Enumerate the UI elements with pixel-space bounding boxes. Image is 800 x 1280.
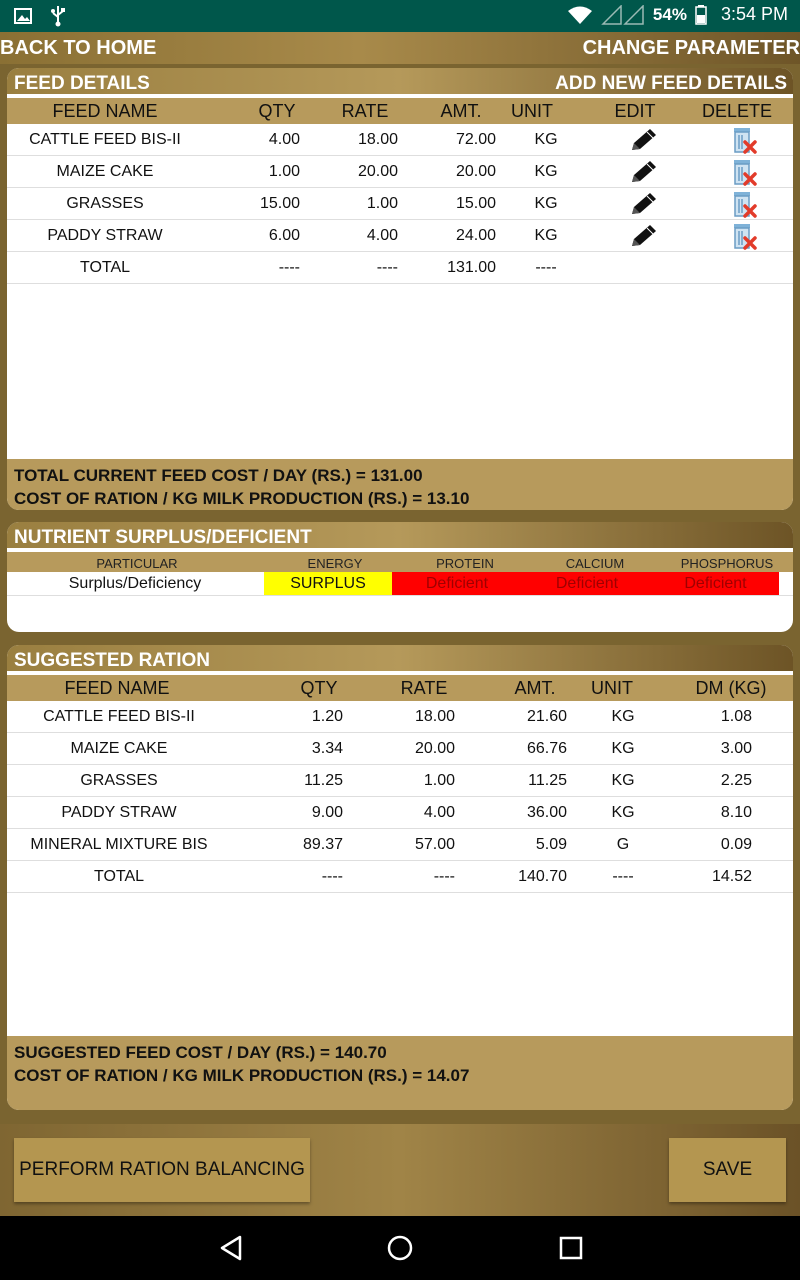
- nutrient-header: [7, 522, 793, 552]
- suggested-unit: KG: [611, 772, 635, 789]
- total-rate: ----: [376, 259, 398, 276]
- total-amt: 140.70: [518, 868, 567, 885]
- suggested-ration-header: [7, 645, 793, 675]
- suggested-amt: 5.09: [535, 836, 567, 853]
- feed-details-title: FEED DETAILS: [14, 73, 150, 94]
- edit-pencil-icon[interactable]: [629, 191, 659, 217]
- suggested-table-header: [7, 675, 793, 701]
- suggested-amt: 21.60: [526, 708, 567, 725]
- suggested-name: GRASSES: [80, 772, 158, 789]
- feed-qty: 4.00: [268, 131, 300, 148]
- edit-pencil-icon[interactable]: [629, 159, 659, 185]
- suggested-cost-per-kg-milk: COST OF RATION / KG MILK PRODUCTION (RS.) = 14.07: [14, 1066, 470, 1085]
- usb-icon: [50, 5, 66, 27]
- suggested-rate: 1.00: [423, 772, 455, 789]
- suggested-unit: KG: [611, 804, 635, 821]
- suggested-rate: 4.00: [423, 804, 455, 821]
- col-phosphorus: PHOSPHORUS: [680, 556, 774, 571]
- image-icon: [14, 7, 32, 25]
- suggested-name: MINERAL MIXTURE BIS: [30, 836, 208, 853]
- feed-qty: 15.00: [259, 195, 300, 212]
- total-dm: 14.52: [711, 868, 752, 885]
- total-qty: ----: [278, 259, 300, 276]
- feed-total-row: [7, 252, 793, 284]
- feed-details-header: [7, 68, 793, 98]
- col-rate: RATE: [400, 678, 448, 698]
- change-parameter-button[interactable]: CHANGE PARAMETER: [582, 37, 800, 59]
- col-calcium: CALCIUM: [565, 556, 625, 571]
- suggested-row: [7, 765, 793, 797]
- feed-row: [7, 156, 793, 188]
- energy-status: SURPLUS: [264, 572, 392, 595]
- feed-details-card: [7, 68, 793, 510]
- col-qty: QTY: [300, 678, 338, 698]
- suggested-unit: KG: [611, 740, 635, 757]
- feed-unit: KG: [534, 163, 558, 180]
- feed-row: [7, 188, 793, 220]
- suggested-dm: 8.10: [720, 804, 752, 821]
- bottom-action-bar: [0, 1124, 800, 1216]
- wifi-icon: [567, 5, 593, 25]
- signal-icon: [601, 5, 645, 25]
- total-unit: ----: [612, 868, 634, 885]
- feed-unit: KG: [534, 227, 558, 244]
- save-button[interactable]: SAVE: [669, 1138, 786, 1202]
- feed-rate: 1.00: [366, 195, 398, 212]
- feed-qty: 1.00: [268, 163, 300, 180]
- nutrient-card: [7, 522, 793, 632]
- suggested-amt: 66.76: [526, 740, 567, 757]
- feed-amt: 24.00: [455, 227, 496, 244]
- nutrient-row: [7, 572, 793, 596]
- suggested-ration-title: SUGGESTED RATION: [14, 650, 210, 671]
- suggested-name: CATTLE FEED BIS-II: [43, 708, 195, 725]
- delete-trash-icon[interactable]: [729, 125, 759, 155]
- system-navigation-bar: [0, 1216, 800, 1280]
- feed-name: CATTLE FEED BIS-II: [29, 131, 181, 148]
- clock: 3:54 PM: [720, 4, 788, 24]
- suggested-row: [7, 797, 793, 829]
- suggested-qty: 89.37: [302, 836, 343, 853]
- suggested-amt: 36.00: [526, 804, 567, 821]
- col-unit: UNIT: [511, 101, 553, 121]
- particular-label: Surplus/Deficiency: [68, 575, 202, 592]
- feed-name: GRASSES: [66, 195, 144, 212]
- col-qty: QTY: [258, 101, 296, 121]
- col-delete: DELETE: [701, 101, 773, 121]
- suggested-rate: 20.00: [414, 740, 455, 757]
- col-amt: AMT.: [440, 101, 482, 121]
- suggested-dm: 3.00: [720, 740, 752, 757]
- total-amt: 131.00: [447, 259, 496, 276]
- suggested-row: [7, 701, 793, 733]
- delete-trash-icon[interactable]: [729, 221, 759, 251]
- current-feed-cost: TOTAL CURRENT FEED COST / DAY (RS.) = 131.00: [14, 466, 423, 485]
- home-icon[interactable]: [386, 1234, 414, 1262]
- suggested-name: PADDY STRAW: [61, 804, 177, 821]
- suggested-dm: 0.09: [720, 836, 752, 853]
- protein-status: Deficient: [392, 572, 522, 595]
- suggested-qty: 1.20: [311, 708, 343, 725]
- suggested-qty: 3.34: [311, 740, 343, 757]
- col-edit: EDIT: [614, 101, 656, 121]
- feed-amt: 20.00: [455, 163, 496, 180]
- feed-amt: 72.00: [455, 131, 496, 148]
- current-cost-per-kg-milk: COST OF RATION / KG MILK PRODUCTION (RS.) = 13.10: [14, 489, 470, 508]
- feed-table-header: [7, 98, 793, 124]
- col-rate: RATE: [341, 101, 389, 121]
- feed-amt: 15.00: [455, 195, 496, 212]
- suggested-dm: 2.25: [720, 772, 752, 789]
- battery-percent: 54%: [652, 4, 687, 24]
- suggested-amt: 11.25: [528, 772, 567, 789]
- feed-row: [7, 220, 793, 252]
- suggested-total-row: [7, 861, 793, 893]
- suggested-feed-cost: SUGGESTED FEED COST / DAY (RS.) = 140.70: [14, 1043, 387, 1062]
- total-qty: ----: [321, 868, 343, 885]
- col-feed-name: FEED NAME: [52, 101, 158, 121]
- total-unit: ----: [535, 259, 557, 276]
- status-bar: [0, 0, 800, 32]
- delete-trash-icon[interactable]: [729, 189, 759, 219]
- feed-rate: 20.00: [357, 163, 398, 180]
- suggested-unit: KG: [611, 708, 635, 725]
- col-protein: PROTEIN: [436, 556, 494, 571]
- suggested-row: [7, 733, 793, 765]
- suggested-name: MAIZE CAKE: [70, 740, 168, 757]
- col-feed-name: FEED NAME: [64, 678, 170, 698]
- total-rate: ----: [433, 868, 455, 885]
- suggested-row: [7, 829, 793, 861]
- back-to-home-button[interactable]: BACK TO HOME: [0, 37, 157, 59]
- feed-rate: 18.00: [357, 131, 398, 148]
- suggested-rate: 18.00: [414, 708, 455, 725]
- suggested-cost-summary: [7, 1036, 793, 1110]
- col-unit: UNIT: [591, 678, 633, 698]
- battery-icon: [695, 5, 707, 25]
- feed-name: PADDY STRAW: [47, 227, 163, 244]
- top-bar: [0, 32, 800, 64]
- col-particular: PARTICULAR: [96, 556, 178, 571]
- suggested-rate: 57.00: [414, 836, 455, 853]
- feed-row: [7, 124, 793, 156]
- recents-icon[interactable]: [558, 1234, 584, 1262]
- col-dm: DM (KG): [695, 678, 767, 698]
- back-icon[interactable]: [218, 1234, 244, 1262]
- feed-unit: KG: [534, 195, 558, 212]
- add-new-feed-button[interactable]: ADD NEW FEED DETAILS: [555, 73, 787, 94]
- suggested-unit: G: [616, 836, 630, 853]
- nutrient-title: NUTRIENT SURPLUS/DEFICIENT: [14, 527, 312, 548]
- feed-unit: KG: [534, 131, 558, 148]
- edit-pencil-icon[interactable]: [629, 223, 659, 249]
- suggested-dm: 1.08: [720, 708, 752, 725]
- edit-pencil-icon[interactable]: [629, 127, 659, 153]
- nutrient-table-header: [7, 552, 793, 572]
- col-amt: AMT.: [514, 678, 556, 698]
- suggested-ration-card: [7, 645, 793, 1110]
- perform-ration-balancing-button[interactable]: PERFORM RATION BALANCING: [14, 1138, 310, 1202]
- feed-name: MAIZE CAKE: [56, 163, 154, 180]
- feed-rate: 4.00: [366, 227, 398, 244]
- total-label: TOTAL: [79, 259, 131, 276]
- phosphorus-status: Deficient: [652, 572, 779, 595]
- total-label: TOTAL: [93, 868, 145, 885]
- feed-qty: 6.00: [268, 227, 300, 244]
- feed-cost-summary: [7, 459, 793, 510]
- suggested-qty: 9.00: [311, 804, 343, 821]
- col-energy: ENERGY: [307, 556, 363, 571]
- calcium-status: Deficient: [522, 572, 652, 595]
- delete-trash-icon[interactable]: [729, 157, 759, 187]
- suggested-qty: 11.25: [304, 772, 343, 789]
